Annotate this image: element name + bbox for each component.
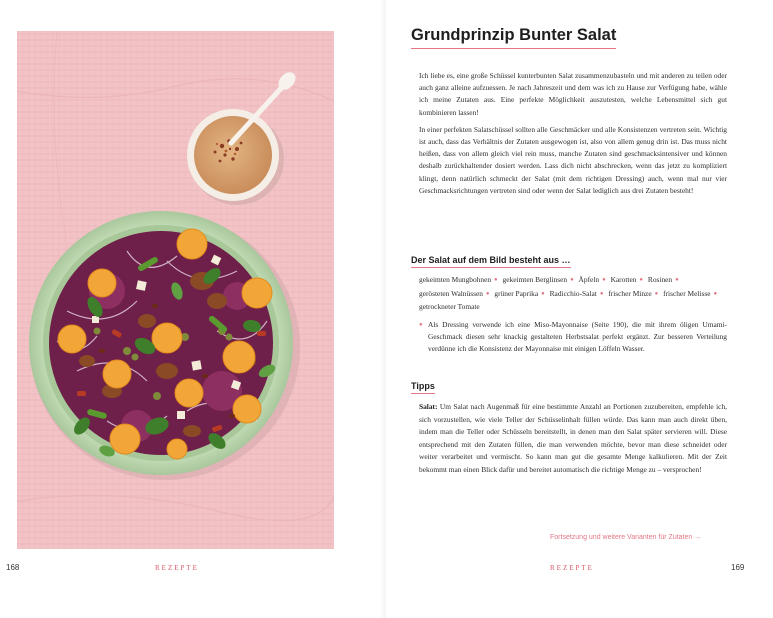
running-footer-left: REZEPTE [155,564,199,572]
tips-heading: Tipps [411,381,435,394]
separator-dot-icon: ● [675,277,679,283]
tips-text [419,401,727,477]
ingredient: Radicchio-Salat [549,288,597,298]
ingredient: frischer Melisse [663,288,711,298]
separator-dot-icon: ● [570,277,574,283]
left-page [0,0,386,618]
page-number-right: 169 [731,563,745,572]
tip-body: Um Salat nach Augenmaß für eine bestimmte Anzahl an Portionen zuzubereiten, empfehle ich, sich vorzustellen, wie viele Teller der Schüsselinhalt füllen würde. Das kann man auch direkt üben, indem man die Teller oder Schüsseln bereitstellt, in denen man den Salat später servieren will. Diese entsprechend mit den Zutaten füllen, die man verwenden möchte, bevor man diese schneidet oder weiter verarbeitet und vermischt. So kann man gut die gesamte Menge kalkulieren. Mit der Zeit bekommt man einen Blick dafür und bereitet automatisch die richtige Menge zu – versprochen! [419,402,727,474]
separator-dot-icon: ● [485,290,490,297]
separator-dot-icon: ● [541,290,545,297]
right-page [386,0,773,618]
separator-dot-icon: ● [602,277,606,283]
intro-paragraph: In einer perfekten Salatschüssel sollten alle Geschmäcker und alle Konsistenzen vertreten sein. Wichtig ist auch, dass das Verhältnis der Zutaten ausgewogen ist, also von allem genug drin ist. Das muss nicht heißen, dass von allem gleich viel rein muss, manche Zutaten sind geschmacksintensiver und können deshalb zurückhaltender dosiert werden. Lass dich nicht abschrecken, wenn das jetzt zu kompliziert klingt, denn natürlich schmeckt der Salat (mit dem richtigen Dressing) auch, wenn mal nur vier Geschmacksrichtungen vertreten sind oder wenn der Salat lediglich aus drei Zutaten besteht! [419,124,727,195]
running-footer-right: REZEPTE [550,564,594,572]
separator-dot-icon: ● [494,277,498,283]
ingredient: gekeimten Mungbohnen [419,275,492,284]
page-number-left: 168 [6,563,20,572]
separator-dot-icon: ● [639,277,644,283]
intro-paragraph: Ich liebe es, eine große Schüssel kunterbunten Salat zusammenzubasteln und mit anderen zu teilen oder auch ganz alleine aufzuessen. Je nach Jahreszeit und dem was ich zu Hause zur Verfügung habe, wähle ich meine Zutaten aus. Eine perfekte Möglichkeit auszutesten, welche Lebensmittel sich gut kombinieren lassen! [419,71,727,117]
tip-label: Salat: [419,402,438,411]
ingredient: gekeimten Berglinsen [502,275,568,284]
ingredient: Karotten [610,275,637,284]
intro-text [419,70,727,202]
salad-photo [17,31,334,549]
page-title: Grundprinzip Bunter Salat [411,26,616,49]
salad-heading: Der Salat auf dem Bild besteht aus … [411,255,571,268]
bullet-dot-icon: ● [419,322,423,328]
ingredient: Äpfeln [578,275,600,284]
ingredient: Rosinen [647,275,673,284]
ingredient: frischer Minze [608,288,652,298]
separator-dot-icon: ● [599,290,604,297]
ingredient-list [419,274,727,314]
ingredient: grüner Paprika [494,288,539,298]
separator-dot-icon: ● [713,290,718,297]
separator-dot-icon: ● [654,290,659,297]
dressing-text: Als Dressing verwende ich eine Miso-Mayonnaise (Seite 190), die mit ihrem öligen Umami-Geschmack diesen sehr knackig gestalteten Herbstsalat perfekt ergänzt. Zur besseren Verteilung verdünne ich die Konsistenz der Mayonnaise mit einigen Löffeln Wasser. [428,320,727,354]
ingredient: getrockneter Tomate [419,302,480,311]
ingredient: gerösteten Walnüssen [419,288,483,298]
dressing-note [419,319,727,356]
continue-link[interactable]: Fortsetzung und weitere Varianten für Zutaten → [550,534,702,541]
